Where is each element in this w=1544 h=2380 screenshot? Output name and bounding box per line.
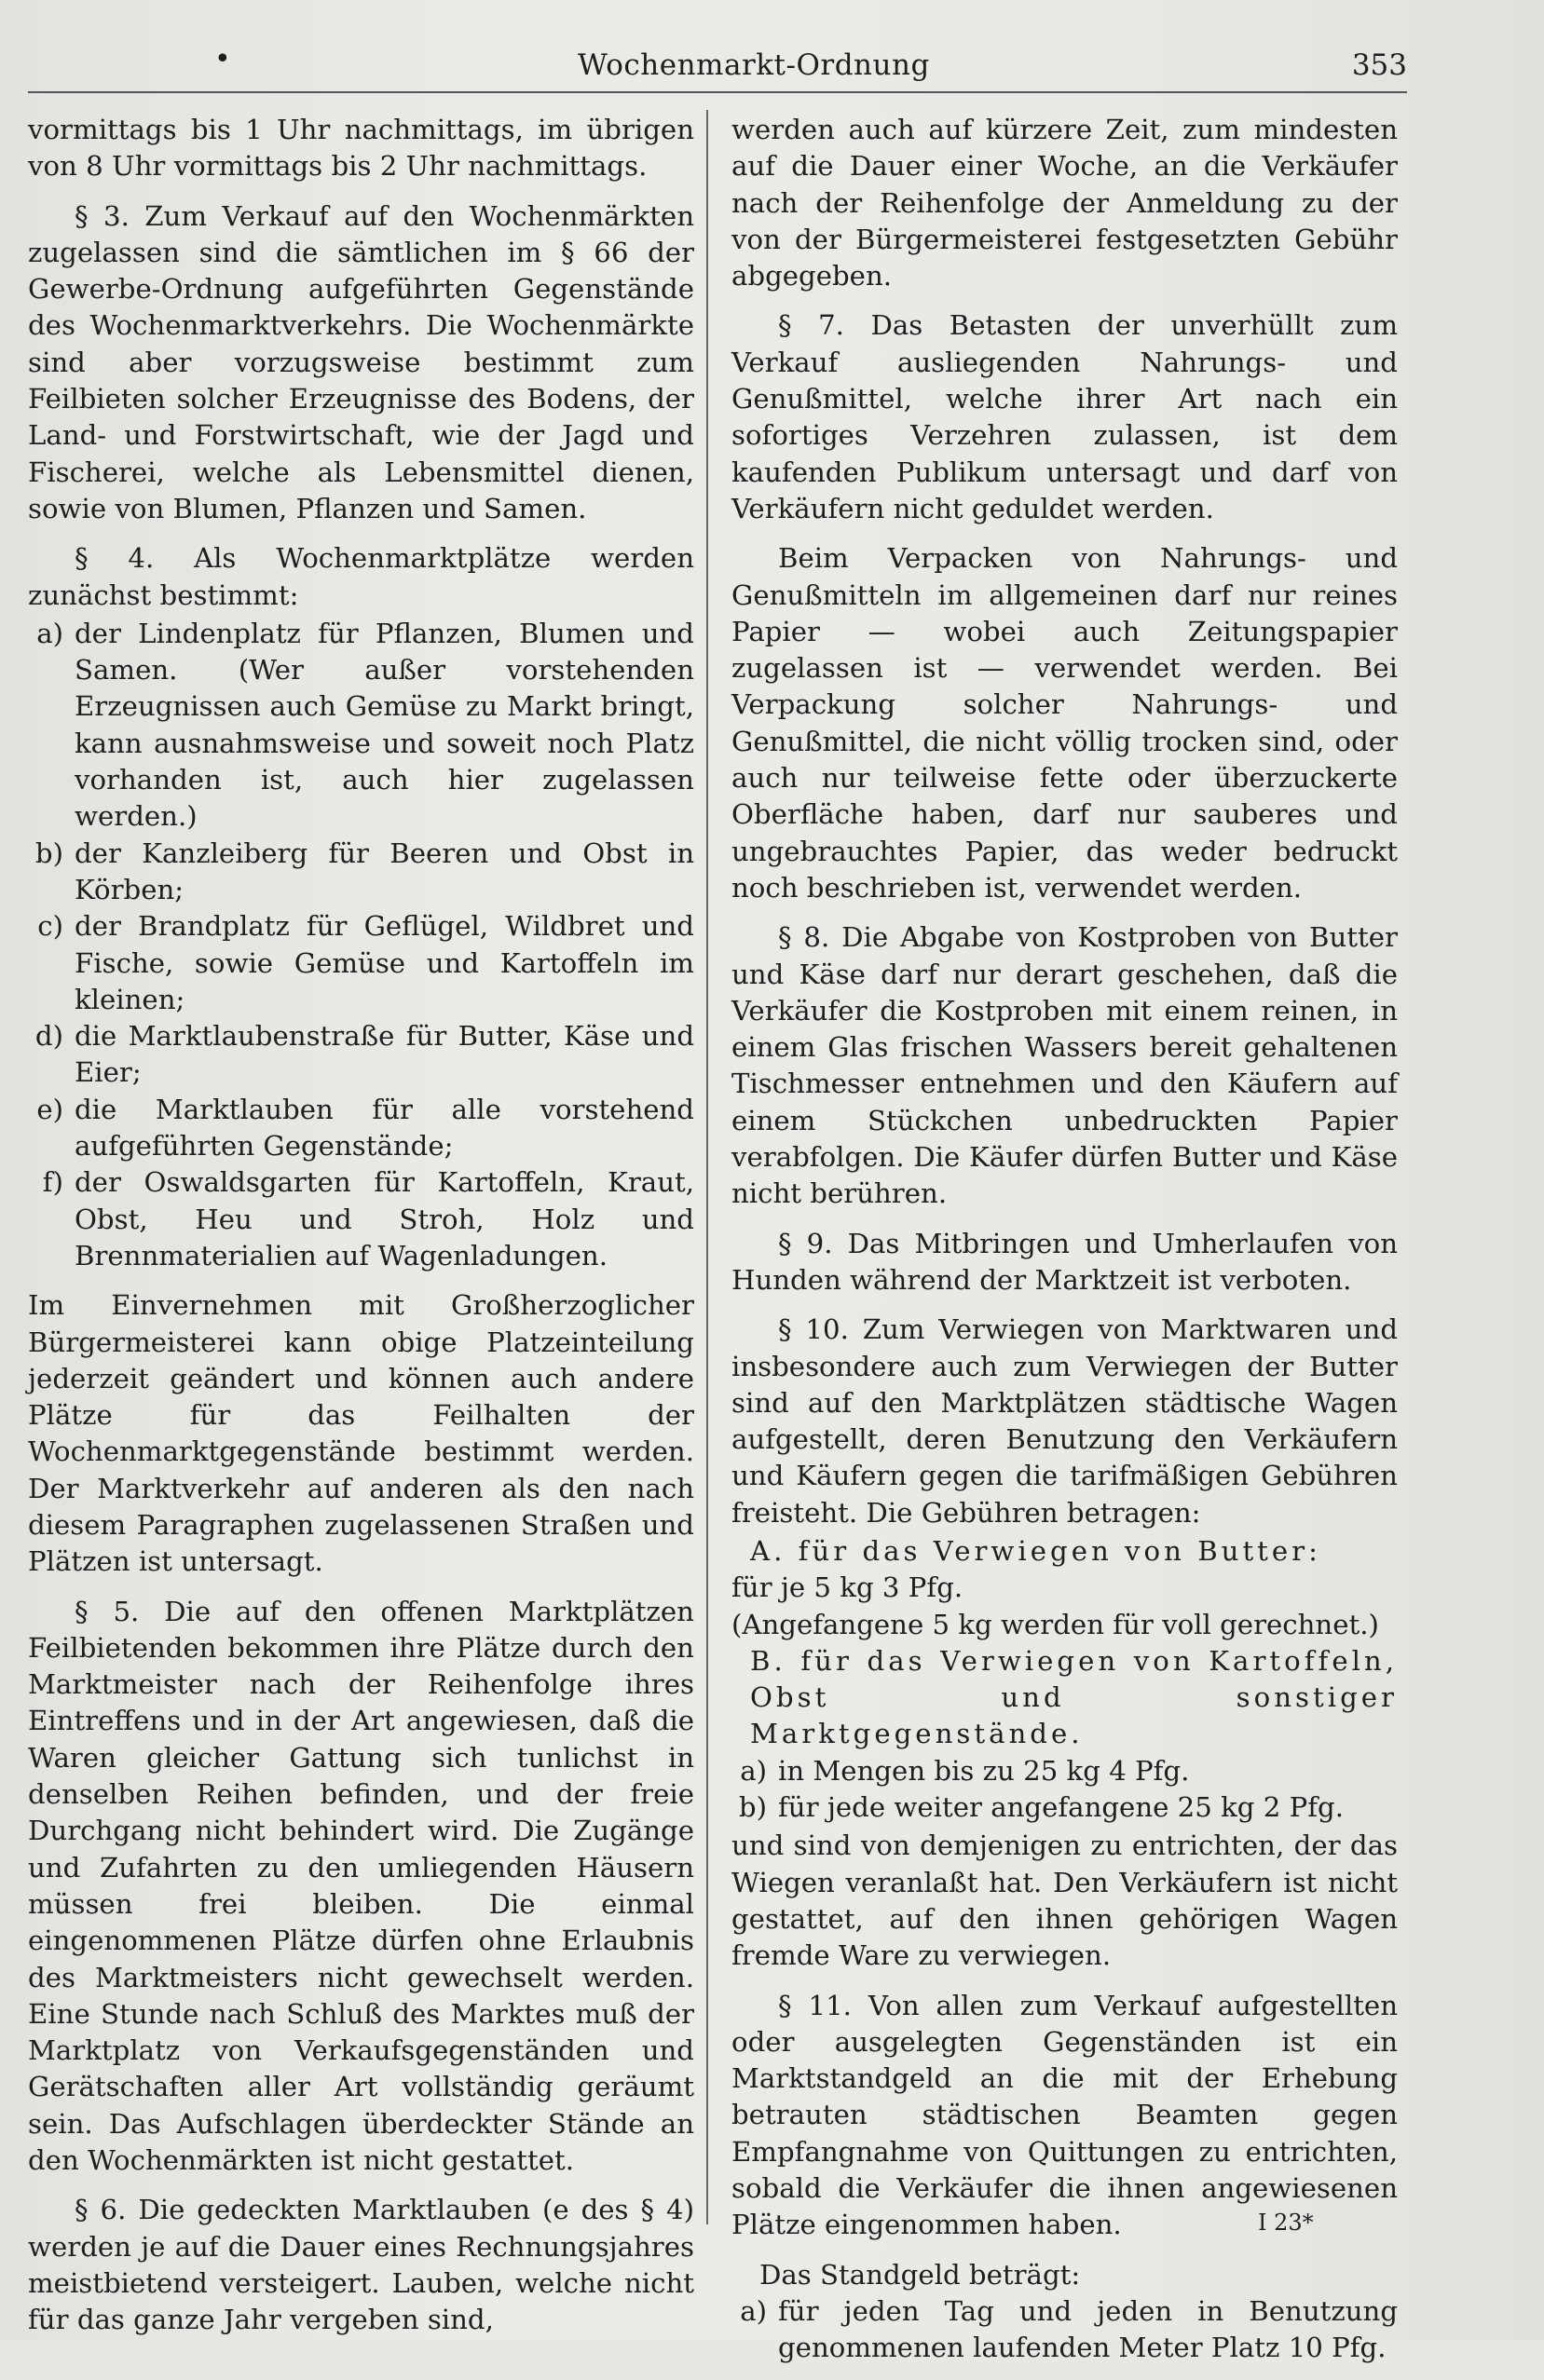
list-item bbox=[28, 908, 694, 1018]
paragraph-intro: vormittags bis 1 Uhr nachmittags, im übrigen von 8 Uhr vormittags bis 2 Uhr nachmittags. bbox=[28, 114, 694, 183]
column-divider bbox=[706, 110, 708, 2224]
list-label: b) bbox=[738, 1791, 767, 1824]
list-text: der Lindenplatz für Pflanzen, Blumen und Samen. (Wer außer vorstehenden Erzeugnissen auch Gemüse zu Markt bringt, kann ausnahmsweise und soweit noch Platz vorhanden ist, auch hier zugelassen werden.) bbox=[75, 617, 694, 833]
paragraph-6-continued: werden auch auf kürzere Zeit, zum mindesten auf die Dauer einer Woche, an die Verkäufer nach der Reihenfolge der Anmeldung zu der von der Bürgermeisterei festgesetzten Gebühr abgegeben. bbox=[731, 114, 1398, 292]
running-title: Wochenmarkt-Ordnung bbox=[578, 48, 930, 82]
paragraph-6: § 6. Die gedeckten Marktlauben (e des § 4) werden je auf die Dauer eines Rechnungsjahres meistbietend versteigert. Lauben, welche nicht für das ganze Jahr vergeben sind, bbox=[28, 2194, 694, 2336]
paragraph-4: § 4. Als Wochenmarktplätze werden zunächst bestimmt: bbox=[28, 542, 694, 611]
fee-list bbox=[731, 2293, 1398, 2367]
tariff-a-line: für je 5 kg 3 Pfg. bbox=[731, 1571, 963, 1604]
list-item bbox=[731, 1753, 1398, 1789]
list-label: f) bbox=[42, 1166, 63, 1199]
page-header bbox=[28, 43, 1407, 93]
list-text: der Oswaldsgarten für Kartoffeln, Kraut, Obst, Heu und Stroh, Holz und Brennmaterialien auf Wagenladungen. bbox=[75, 1166, 694, 1272]
list-text: für jede weiter angefangene 25 kg 2 Pfg. bbox=[778, 1791, 1344, 1824]
list-text: die Marktlaubenstraße für Butter, Käse und Eier; bbox=[75, 1020, 694, 1089]
paragraph-10: § 10. Zum Verwiegen von Marktwaren und insbesondere auch zum Verwiegen der Butter sind auf den Marktplätzen städtische Wagen aufgestellt, deren Benutzung den Verkäufern und Käufern gegen die tarifmäßigen Gebühren freisteht. Die Gebühren betragen: bbox=[731, 1313, 1398, 1529]
right-column bbox=[731, 112, 1398, 2380]
list-text: die Marktlauben für alle vorstehend aufgeführten Gegenstände; bbox=[75, 1093, 694, 1163]
list-text: der Kanzleiberg für Beeren und Obst in Körben; bbox=[75, 836, 694, 905]
list-label: a) bbox=[36, 617, 63, 649]
paragraph-3: § 3. Zum Verkauf auf den Wochenmärkten zugelassen sind die sämtlichen im § 66 der Gewerbe-Ordnung aufgeführten Gegenstände des Wochenmarktverkehrs. Die Wochenmärkte sind aber vorzugsweise bestimmt zum Feilbieten solcher Erzeugnisse des Bodens, der Land- und Forstwirtschaft, wie der Jagd und Fischerei, welche als Lebensmittel dienen, sowie von Blumen, Pflanzen und Samen. bbox=[28, 199, 694, 524]
list-text: der Brandplatz für Geflügel, Wildbret und Fische, sowie Gemüse und Kartoffeln im kleinen; bbox=[75, 910, 694, 1015]
list-4 bbox=[28, 616, 694, 1274]
paragraph-10-tail: und sind von demjenigen zu entrichten, der das Wiegen veranlaßt hat. Den Verkäufern ist nicht gestattet, auf den ihnen gehörigen Wagen fremde Ware zu verwiegen. bbox=[731, 1829, 1398, 1972]
tariff-b-heading: B. für das Verwiegen von Kartoffeln, Obst und sonstiger Marktgegenstände. bbox=[750, 1644, 1398, 1750]
signature-mark: I 23* bbox=[1258, 2210, 1314, 2236]
list-item bbox=[28, 1164, 694, 1274]
list-label: a) bbox=[740, 2294, 767, 2327]
list-label: d) bbox=[34, 1020, 63, 1053]
paragraph-7b: Beim Verpacken von Nahrungs- und Genußmitteln im allgemeinen darf nur reines Papier — wobei auch Zeitungspapier zugelassen ist — verwendet werden. Bei Verpackung solcher Nahrungs- und Genußmittel, die nicht völlig trocken sind, oder auch nur teilweise fette oder überzuckerte Oberfläche haben, darf nur sauberes und ungebrauchtes Papier, das weder bedruckt noch beschrieben ist, verwendet werden. bbox=[731, 542, 1398, 904]
paragraph-8: § 8. Die Abgabe von Kostproben von Butter und Käse darf nur derart geschehen, daß die Verkäufer die Kostproben mit einem reinen, in einem Glas frischen Wassers bereit gehaltenen Tischmesser entnehmen und den Käufern auf einem Stückchen unbedruckten Papier verabfolgen. Die Käufer dürfen Butter und Käse nicht berühren. bbox=[731, 921, 1398, 1210]
header-mark: • bbox=[214, 43, 231, 75]
list-item bbox=[28, 836, 694, 909]
page-number: 353 bbox=[1351, 48, 1407, 82]
list-item bbox=[731, 2293, 1398, 2367]
paragraph-5: § 5. Die auf den offenen Marktplätzen Feilbietenden bekommen ihre Plätze durch den Marktmeister nach der Reihenfolge ihres Eintreffens und in der Art angewiesen, daß die Waren gleicher Gattung sich tunlichst in denselben Reihen befinden, und der freie Durchgang nicht behindert wird. Die Zugänge und Zufahrten zu den umliegenden Häusern müssen frei bleiben. Die einmal eingenommenen Plätze dürfen ohne Erlaubnis des Marktmeisters nicht gewechselt werden. Eine Stunde nach Schluß des Marktes muß der Marktplatz von Verkaufsgegenständen und Gerätschaften aller Art vollständig geräumt sein. Das Aufschlagen überdeckter Stände an den Wochenmärkten ist nicht gestattet. bbox=[28, 1595, 694, 2177]
paragraph-9: § 9. Das Mitbringen und Umherlaufen von Hunden während der Marktzeit ist verboten. bbox=[731, 1227, 1398, 1296]
fee-intro: Das Standgeld beträgt: bbox=[759, 2258, 1081, 2291]
list-text: für jeden Tag und jeden in Benutzung genommenen laufenden Meter Platz 10 Pfg. bbox=[778, 2294, 1398, 2364]
header-rule bbox=[28, 91, 1407, 93]
list-item bbox=[28, 1092, 694, 1165]
paragraph-4-note: Im Einvernehmen mit Großherzoglicher Bürgermeisterei kann obige Platzeinteilung jederzeit geändert und können auch andere Plätze für das Feilhalten der Wochenmarktgegenstände bestimmt werden. Der Marktverkehr auf anderen als den nach diesem Paragraphen zugelassenen Straßen und Plätzen ist untersagt. bbox=[28, 1289, 694, 1578]
tariff-a-heading: A. für das Verwiegen von Butter: bbox=[750, 1534, 1321, 1567]
list-item bbox=[28, 616, 694, 836]
list-item bbox=[28, 1018, 694, 1092]
tariff-a-note: (Angefangene 5 kg werden für voll gerechnet.) bbox=[731, 1608, 1379, 1640]
paragraph-11: § 11. Von allen zum Verkauf aufgestellten oder ausgelegten Gegenständen ist ein Marktstandgeld an die mit der Erhebung betrauten städtischen Beamten gegen Empfangnahme von Quittungen zu entrichten, sobald die Verkäufer die ihnen angewiesenen Plätze eingenommen haben. bbox=[731, 1989, 1398, 2241]
left-column bbox=[28, 112, 694, 2352]
list-label: a) bbox=[740, 1754, 767, 1787]
list-label: b) bbox=[34, 836, 63, 869]
list-label: c) bbox=[37, 910, 63, 943]
paragraph-7: § 7. Das Betasten der unverhüllt zum Verkauf ausliegenden Nahrungs- und Genußmittel, welche ihrer Art nach ein sofortiges Verzehren zulassen, ist dem kaufenden Publikum untersagt und darf von Verkäufern nicht geduldet werden. bbox=[731, 309, 1398, 524]
list-label: e) bbox=[36, 1093, 63, 1125]
tariff-b-list bbox=[731, 1753, 1398, 1827]
list-text: in Mengen bis zu 25 kg 4 Pfg. bbox=[778, 1754, 1190, 1787]
list-item bbox=[731, 1789, 1398, 1826]
